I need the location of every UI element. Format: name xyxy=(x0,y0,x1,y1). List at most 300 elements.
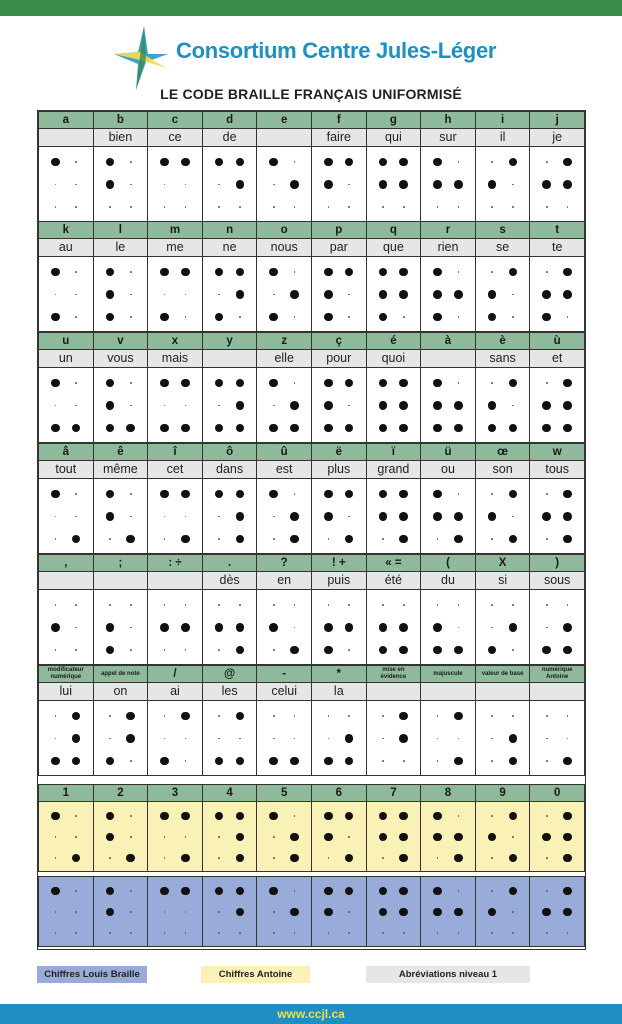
raised-dot xyxy=(72,757,81,766)
empty-dot xyxy=(75,815,77,817)
braille-cell xyxy=(311,367,367,443)
raised-dot xyxy=(126,734,135,743)
braille-symbol-label: ù xyxy=(529,332,585,350)
empty-dot xyxy=(546,890,548,892)
raised-dot xyxy=(563,757,572,766)
braille-cell xyxy=(420,700,476,776)
raised-dot xyxy=(215,379,224,388)
raised-dot xyxy=(324,313,333,322)
empty-dot xyxy=(164,206,166,208)
empty-dot xyxy=(130,161,132,163)
raised-dot xyxy=(215,623,224,632)
braille-cell xyxy=(475,478,531,554)
empty-dot xyxy=(348,294,350,296)
page-title: LE CODE BRAILLE FRANÇAIS UNIFORMISÉ xyxy=(160,86,462,102)
braille-symbol-label: v xyxy=(93,332,149,350)
abbreviation-word: puis xyxy=(311,571,367,590)
empty-dot xyxy=(130,649,132,651)
empty-dot xyxy=(458,493,460,495)
empty-dot xyxy=(512,316,514,318)
raised-dot xyxy=(399,908,408,917)
raised-dot xyxy=(542,512,551,521)
raised-dot xyxy=(269,379,278,388)
raised-dot xyxy=(72,535,81,544)
raised-dot xyxy=(215,812,224,821)
empty-dot xyxy=(328,538,330,540)
louis-braille-digit-cell xyxy=(529,876,585,947)
raised-dot xyxy=(181,854,190,863)
empty-dot xyxy=(185,604,187,606)
abbreviation-word: dès xyxy=(202,571,258,590)
braille-symbol-label: g xyxy=(366,111,422,129)
raised-dot xyxy=(345,623,354,632)
raised-dot xyxy=(236,812,245,821)
empty-dot xyxy=(55,516,57,518)
louis-braille-digit-cell xyxy=(93,876,149,947)
empty-dot xyxy=(546,932,548,934)
braille-cell xyxy=(93,367,149,443)
raised-dot xyxy=(399,379,408,388)
braille-cell xyxy=(256,367,312,443)
antoine-digit-cell xyxy=(475,801,531,872)
empty-dot xyxy=(218,405,220,407)
braille-table xyxy=(37,110,586,950)
empty-dot xyxy=(403,760,405,762)
raised-dot xyxy=(181,887,190,896)
braille-symbol-label: è xyxy=(475,332,531,350)
braille-symbol-label: k xyxy=(38,221,94,239)
digit-label: 9 xyxy=(475,784,531,802)
abbreviation-word: est xyxy=(256,460,312,479)
empty-dot xyxy=(130,815,132,817)
raised-dot xyxy=(236,887,245,896)
raised-dot xyxy=(399,180,408,189)
raised-dot xyxy=(454,854,463,863)
louis-braille-digit-cell xyxy=(420,876,476,947)
braille-symbol-label: « = xyxy=(366,554,422,572)
empty-dot xyxy=(491,538,493,540)
raised-dot xyxy=(106,908,115,917)
empty-dot xyxy=(546,382,548,384)
braille-symbol-label: e xyxy=(256,111,312,129)
empty-dot xyxy=(185,911,187,913)
raised-dot xyxy=(433,833,442,842)
braille-symbol-label: : ÷ xyxy=(147,554,203,572)
abbreviation-word: faire xyxy=(311,128,367,147)
empty-dot xyxy=(458,815,460,817)
consortium-logo-icon xyxy=(110,24,170,92)
braille-symbol-label: c xyxy=(147,111,203,129)
raised-dot xyxy=(290,757,299,766)
raised-dot xyxy=(160,379,169,388)
empty-dot xyxy=(348,715,350,717)
raised-dot xyxy=(269,158,278,167)
raised-dot xyxy=(433,268,442,277)
braille-symbol-label: î xyxy=(147,443,203,461)
braille-symbol-label: ; xyxy=(93,554,149,572)
empty-dot xyxy=(75,271,77,273)
raised-dot xyxy=(509,757,518,766)
raised-dot xyxy=(433,908,442,917)
empty-dot xyxy=(328,932,330,934)
empty-dot xyxy=(491,627,493,629)
raised-dot xyxy=(236,757,245,766)
braille-symbol-label: y xyxy=(202,332,258,350)
raised-dot xyxy=(433,290,442,299)
raised-dot xyxy=(509,379,518,388)
empty-dot xyxy=(185,760,187,762)
empty-dot xyxy=(437,932,439,934)
raised-dot xyxy=(290,535,299,544)
empty-dot xyxy=(512,405,514,407)
braille-cell xyxy=(256,700,312,776)
abbreviation-word xyxy=(529,682,585,701)
empty-dot xyxy=(130,271,132,273)
raised-dot xyxy=(488,833,497,842)
raised-dot xyxy=(160,757,169,766)
raised-dot xyxy=(563,290,572,299)
abbreviation-word: été xyxy=(366,571,422,590)
raised-dot xyxy=(345,757,354,766)
raised-dot xyxy=(345,887,354,896)
raised-dot xyxy=(433,623,442,632)
empty-dot xyxy=(185,836,187,838)
raised-dot xyxy=(399,512,408,521)
raised-dot xyxy=(236,180,245,189)
abbreviation-word: plus xyxy=(311,460,367,479)
empty-dot xyxy=(328,715,330,717)
braille-symbol-label: X xyxy=(475,554,531,572)
empty-dot xyxy=(75,382,77,384)
empty-dot xyxy=(403,316,405,318)
raised-dot xyxy=(269,757,278,766)
empty-dot xyxy=(130,184,132,186)
abbreviation-word: nous xyxy=(256,238,312,257)
empty-dot xyxy=(491,206,493,208)
empty-dot xyxy=(273,715,275,717)
braille-cell xyxy=(256,256,312,332)
raised-dot xyxy=(236,268,245,277)
raised-dot xyxy=(379,379,388,388)
raised-dot xyxy=(345,734,354,743)
braille-cell xyxy=(475,700,531,776)
braille-cell xyxy=(202,367,258,443)
raised-dot xyxy=(51,313,60,322)
braille-cell xyxy=(93,478,149,554)
empty-dot xyxy=(491,604,493,606)
empty-dot xyxy=(348,206,350,208)
empty-dot xyxy=(75,316,77,318)
raised-dot xyxy=(379,490,388,499)
empty-dot xyxy=(239,738,241,740)
braille-symbol-label: a xyxy=(38,111,94,129)
empty-dot xyxy=(491,815,493,817)
empty-dot xyxy=(273,604,275,606)
louis-braille-digit-cell xyxy=(366,876,422,947)
louis-braille-digit-cell xyxy=(256,876,312,947)
empty-dot xyxy=(567,316,569,318)
raised-dot xyxy=(379,313,388,322)
empty-dot xyxy=(164,538,166,540)
empty-dot xyxy=(164,604,166,606)
raised-dot xyxy=(72,424,81,433)
braille-cell xyxy=(38,367,94,443)
raised-dot xyxy=(236,512,245,521)
raised-dot xyxy=(106,268,115,277)
empty-dot xyxy=(75,932,77,934)
braille-symbol-label: r xyxy=(420,221,476,239)
empty-dot xyxy=(239,316,241,318)
raised-dot xyxy=(290,908,299,917)
empty-dot xyxy=(328,206,330,208)
abbreviation-word xyxy=(147,571,203,590)
raised-dot xyxy=(269,887,278,896)
raised-dot xyxy=(509,490,518,499)
raised-dot xyxy=(399,712,408,721)
abbreviation-word: sans xyxy=(475,349,531,368)
raised-dot xyxy=(51,812,60,821)
raised-dot xyxy=(454,712,463,721)
raised-dot xyxy=(236,833,245,842)
empty-dot xyxy=(130,604,132,606)
empty-dot xyxy=(382,715,384,717)
raised-dot xyxy=(399,490,408,499)
abbreviation-word: au xyxy=(38,238,94,257)
abbreviation-word: je xyxy=(529,128,585,147)
louis-braille-digit-cell xyxy=(38,876,94,947)
empty-dot xyxy=(567,738,569,740)
empty-dot xyxy=(185,316,187,318)
braille-cell xyxy=(147,478,203,554)
footer-url[interactable]: www.ccjl.ca xyxy=(0,1004,622,1024)
raised-dot xyxy=(379,401,388,410)
empty-dot xyxy=(75,405,77,407)
empty-dot xyxy=(512,206,514,208)
braille-symbol-label: modificateur numérique xyxy=(38,665,94,683)
raised-dot xyxy=(324,812,333,821)
empty-dot xyxy=(239,604,241,606)
empty-dot xyxy=(512,836,514,838)
raised-dot xyxy=(379,268,388,277)
raised-dot xyxy=(399,833,408,842)
braille-symbol-label: . xyxy=(202,554,258,572)
raised-dot xyxy=(290,512,299,521)
raised-dot xyxy=(433,646,442,655)
braille-symbol-label: ! + xyxy=(311,554,367,572)
abbreviation-word: on xyxy=(93,682,149,701)
braille-symbol-label: * xyxy=(311,665,367,683)
empty-dot xyxy=(437,206,439,208)
raised-dot xyxy=(160,158,169,167)
empty-dot xyxy=(294,738,296,740)
braille-cell xyxy=(311,256,367,332)
empty-dot xyxy=(55,932,57,934)
raised-dot xyxy=(72,734,81,743)
abbreviation-word: bien xyxy=(93,128,149,147)
braille-symbol-label: ü xyxy=(420,443,476,461)
braille-cell xyxy=(93,146,149,222)
empty-dot xyxy=(164,516,166,518)
raised-dot xyxy=(106,401,115,410)
raised-dot xyxy=(379,623,388,632)
abbreviation-word: qui xyxy=(366,128,422,147)
empty-dot xyxy=(218,932,220,934)
empty-dot xyxy=(130,836,132,838)
braille-symbol-label: appel de note xyxy=(93,665,149,683)
empty-dot xyxy=(294,627,296,629)
raised-dot xyxy=(181,158,190,167)
empty-dot xyxy=(185,294,187,296)
raised-dot xyxy=(563,646,572,655)
empty-dot xyxy=(437,538,439,540)
abbreviation-word: et xyxy=(529,349,585,368)
empty-dot xyxy=(130,911,132,913)
raised-dot xyxy=(160,812,169,821)
empty-dot xyxy=(546,271,548,273)
raised-dot xyxy=(160,490,169,499)
raised-dot xyxy=(563,812,572,821)
raised-dot xyxy=(236,290,245,299)
raised-dot xyxy=(215,887,224,896)
abbreviation-word: de xyxy=(202,128,258,147)
empty-dot xyxy=(109,715,111,717)
raised-dot xyxy=(433,313,442,322)
empty-dot xyxy=(130,890,132,892)
raised-dot xyxy=(488,401,497,410)
braille-cell xyxy=(529,146,585,222)
legend-antoine: Chiffres Antoine xyxy=(201,966,310,983)
braille-cell xyxy=(93,256,149,332)
empty-dot xyxy=(348,184,350,186)
braille-symbol-label: ) xyxy=(529,554,585,572)
empty-dot xyxy=(55,604,57,606)
raised-dot xyxy=(454,757,463,766)
raised-dot xyxy=(51,158,60,167)
raised-dot xyxy=(51,268,60,277)
raised-dot xyxy=(399,812,408,821)
raised-dot xyxy=(51,379,60,388)
raised-dot xyxy=(542,290,551,299)
empty-dot xyxy=(458,932,460,934)
empty-dot xyxy=(273,206,275,208)
raised-dot xyxy=(379,646,388,655)
braille-symbol-label: , xyxy=(38,554,94,572)
abbreviation-word: me xyxy=(147,238,203,257)
empty-dot xyxy=(218,836,220,838)
empty-dot xyxy=(348,932,350,934)
braille-symbol-label: t xyxy=(529,221,585,239)
raised-dot xyxy=(379,908,388,917)
raised-dot xyxy=(509,623,518,632)
raised-dot xyxy=(215,757,224,766)
empty-dot xyxy=(294,932,296,934)
braille-cell xyxy=(529,256,585,332)
empty-dot xyxy=(567,715,569,717)
raised-dot xyxy=(542,180,551,189)
abbreviation-word: il xyxy=(475,128,531,147)
empty-dot xyxy=(164,405,166,407)
digit-label: 1 xyxy=(38,784,94,802)
empty-dot xyxy=(348,405,350,407)
raised-dot xyxy=(433,490,442,499)
louis-braille-digit-cell xyxy=(147,876,203,947)
braille-cell xyxy=(529,700,585,776)
raised-dot xyxy=(72,712,81,721)
abbreviation-word xyxy=(38,571,94,590)
raised-dot xyxy=(379,424,388,433)
braille-symbol-label: - xyxy=(256,665,312,683)
empty-dot xyxy=(512,604,514,606)
abbreviation-word: ai xyxy=(147,682,203,701)
empty-dot xyxy=(75,911,77,913)
empty-dot xyxy=(218,206,220,208)
abbreviation-word: tous xyxy=(529,460,585,479)
empty-dot xyxy=(348,516,350,518)
raised-dot xyxy=(563,854,572,863)
antoine-digit-cell xyxy=(147,801,203,872)
raised-dot xyxy=(51,623,60,632)
braille-symbol-label: é xyxy=(366,332,422,350)
empty-dot xyxy=(458,316,460,318)
braille-symbol-label: p xyxy=(311,221,367,239)
abbreviation-word: dans xyxy=(202,460,258,479)
digit-label: 7 xyxy=(366,784,422,802)
legend-abbreviations: Abréviations niveau 1 xyxy=(366,966,530,983)
abbreviation-word: celui xyxy=(256,682,312,701)
empty-dot xyxy=(437,738,439,740)
braille-symbol-label: ë xyxy=(311,443,367,461)
empty-dot xyxy=(382,738,384,740)
empty-dot xyxy=(185,184,187,186)
empty-dot xyxy=(403,206,405,208)
abbreviation-word: la xyxy=(311,682,367,701)
braille-symbol-label: ( xyxy=(420,554,476,572)
empty-dot xyxy=(567,604,569,606)
raised-dot xyxy=(509,734,518,743)
abbreviation-word: ou xyxy=(420,460,476,479)
braille-symbol-label: u xyxy=(38,332,94,350)
abbreviation-word: le xyxy=(93,238,149,257)
braille-symbol-label: @ xyxy=(202,665,258,683)
braille-cell xyxy=(366,700,422,776)
raised-dot xyxy=(106,379,115,388)
empty-dot xyxy=(75,836,77,838)
empty-dot xyxy=(109,206,111,208)
raised-dot xyxy=(236,490,245,499)
braille-cell xyxy=(420,367,476,443)
raised-dot xyxy=(563,268,572,277)
empty-dot xyxy=(273,184,275,186)
empty-dot xyxy=(567,932,569,934)
braille-cell xyxy=(529,367,585,443)
empty-dot xyxy=(294,604,296,606)
braille-cell xyxy=(366,589,422,665)
raised-dot xyxy=(563,887,572,896)
empty-dot xyxy=(164,649,166,651)
raised-dot xyxy=(542,646,551,655)
abbreviation-word: en xyxy=(256,571,312,590)
empty-dot xyxy=(55,738,57,740)
raised-dot xyxy=(236,854,245,863)
raised-dot xyxy=(290,401,299,410)
empty-dot xyxy=(130,516,132,518)
empty-dot xyxy=(294,890,296,892)
raised-dot xyxy=(269,268,278,277)
antoine-digit-cell xyxy=(529,801,585,872)
abbreviation-word xyxy=(475,682,531,701)
empty-dot xyxy=(75,294,77,296)
raised-dot xyxy=(126,712,135,721)
